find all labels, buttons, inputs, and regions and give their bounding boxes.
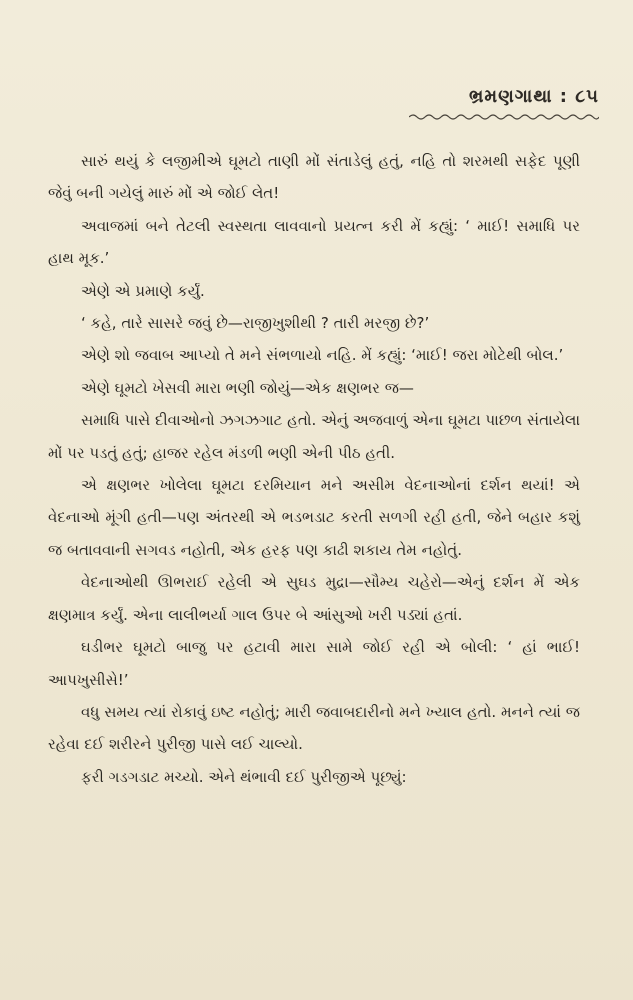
wavy-underline-ornament <box>409 113 599 121</box>
paragraph: વેદનાઓથી ઊભરાઈ રહેલી એ સુઘડ મુદ્રા—સૌમ્ય ચહેરો—એનું દર્શન મેં એક ક્ષણમાત્ર કર્યું. એના લાલીભર્યા ગાલ ઉપર બે આંસુઓ ખરી પડ્યાં હતાં. <box>48 573 580 624</box>
body-text <box>48 145 580 793</box>
running-title: ભ્રમણગાથા : ૮૫ <box>468 86 599 107</box>
paragraph: એ ક્ષણભર ખોલેલા ઘૂમટા દરમિયાન મને અસીમ વેદનાઓનાં દર્શન થયાં! એ વેદનાઓ મૂંગી હતી—પણ અંતરથી એ ભડભડાટ કરતી સળગી રહી હતી, જેને બહાર કશું જ બતાવવાની સગવડ નહોતી, એક હરફ પણ કાઢી શકાય તેમ નહોતું. <box>48 476 580 559</box>
paragraph: સારું થયું કે લજીમીએ ઘૂમટો તાણી મોં સંતાડેલું હતું, નહિ તો શરમથી સફેદ પૂણી જેવું બની ગયેલું મારું મોં એ જોઈ લેત! <box>48 152 580 203</box>
running-head <box>409 86 599 121</box>
paragraph: ‘ કહે, તારે સાસરે જવું છે—રાજીખુશીથી ? તારી મરજી છે?’ <box>81 314 430 333</box>
paragraph: ફરી ગડગડાટ મચ્યો. એને થંભાવી દઈ પુરીજીએ પૂછ્યું: <box>81 767 407 786</box>
paragraph: ઘડીભર ઘૂમટો બાજુ પર હટાવી મારા સામે જોઈ રહી એ બોલી: ‘ હાં ભાઈ! આપખુસીસે!’ <box>48 638 580 689</box>
paragraph: વધુ સમય ત્યાં રોકાવું ઇષ્ટ નહોતું; મારી જવાબદારીનો મને ખ્યાલ હતો. મનને ત્યાં જ રહેવા દઈ શરીરને પુરીજી પાસે લઈ ચાલ્યો. <box>48 702 580 754</box>
paragraph: એણે શો જવાબ આપ્યો તે મને સંભળાયો નહિ. મેં કહ્યું: ‘માઈ! જરા મોટેથી બોલ.’ <box>81 346 564 365</box>
paragraph: એણે ઘૂમટો ખેસવી મારા ભણી જોયું—એક ક્ષણભર જ— <box>81 378 414 397</box>
paragraph: એણે એ પ્રમાણે કર્યું. <box>81 281 205 300</box>
paragraph: અવાજમાં બને તેટલી સ્વસ્થતા લાવવાનો પ્રયત્ન કરી મેં કહ્યું: ‘ માઈ! સમાધિ પર હાથ મૂક.’ <box>48 216 580 268</box>
paragraph: સમાધિ પાસે દીવાઓનો ઝગઝગાટ હતો. એનું અજવાળું એના ઘૂમટા પાછળ સંતાયેલા મોં પર પડતું હતું; હાજર રહેલ મંડળી ભણી એની પીઠ હતી. <box>48 411 580 462</box>
